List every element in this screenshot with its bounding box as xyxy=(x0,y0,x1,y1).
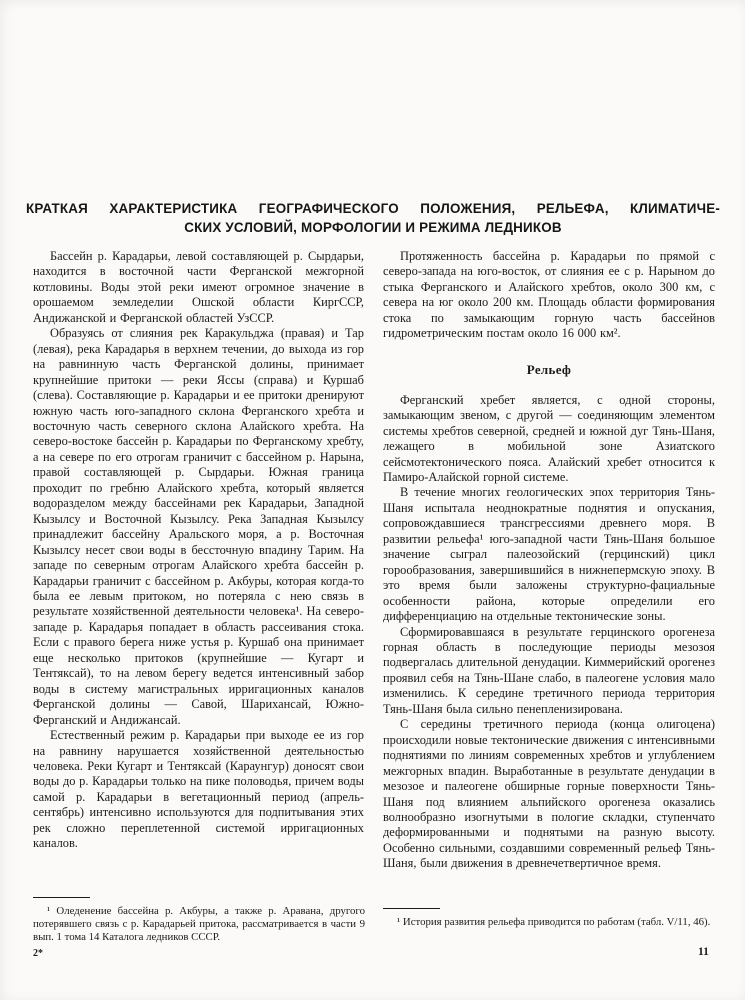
paragraph-natural-regime: Естественный режим р. Карадарьи при выходе ее из гор на равнину нарушается хозяйственной деятельностью человека. Реки Кугарт и Тентяксай (Караунгур) доносят свои воды до р. Карадарьи только на пике половодья, причем воды самой р. Карадарьи в вегетационный период (апрель-сентябрь) интенсивно используются для подпитывания этих рек сложно переплетенной системой ирригационных каналов. xyxy=(33,728,364,851)
footnote-right-text: ¹ История развития рельефа приводится по работам (табл. V/11, 46). xyxy=(397,916,711,928)
footnote-left-text: ¹ Оледенение бассейна р. Акбуры, а также р. Аравана, другого потерявшего связь с р. Карадарьей притока, рассматривается в части 9 вып. 1 тома 14 Каталога ледников СССР. xyxy=(33,905,365,944)
article-title-line-2: СКИХ УСЛОВИЙ, МОРФОЛОГИИ И РЕЖИМА ЛЕДНИКОВ xyxy=(184,220,562,235)
paragraph-tertiary-movements: С середины третичного периода (конца олигоцена) происходили новые тектонические движения с интенсивными поднятиями по линиям современных хребтов и углублением межгорных впадин. Выработанные в результате денудации в мезозое и палеогене обширные горные поверхности Тянь-Шаня под влиянием альпийского орогенеза оказались волнообразно изогнутыми в пологие складки, ступенчато деформированными и поднятыми на разную высоту. Особенно сильными, создавшими современный рельеф Тянь-Шаня, были движения в древнечетвертичное время. xyxy=(383,717,715,871)
right-column xyxy=(383,249,715,872)
paragraph-hercynian-orogeny: Сформировавшаяся в результате герцинского орогенеза горная область в последующие периоды мезозоя подвергалась длительной денудации. Киммерийский орогенез проявил себя на Тянь-Шане слабо, в палеогене условия мало изменились. К середине третичного периода территория Тянь-Шаня была сильно пенепленизирована. xyxy=(383,624,715,716)
paragraph-fergana-ridge: Ферганский хребет является, с одной стороны, замыкающим звеном, с другой — соединяющим элементом системы хребтов северной, средней и южной дуг Тянь-Шаня, лежащего в мобильной зоне Азиатского сейсмотектонического пояса. Алайский хребет относится к Памиро-Алайской горной системе. xyxy=(383,392,715,484)
section-heading-relief: Рельеф xyxy=(526,361,572,377)
paragraph-geological-epochs: В течение многих геологических эпох территория Тянь-Шаня испытала неоднократные поднятия и опускания, сопровождавшиеся трансгрессиями древнего моря. В развитии рельефа¹ юго-западной части Тянь-Шаня большое значение сыграл палеозойский (герцинский) цикл горообразования, завершившийся в нижнепермскую эпоху. В это время были заложены структурно-фациальные особенности района, которые определили его дифференциацию на отдельные тектонические зоны. xyxy=(383,485,715,624)
paragraph-river-formation: Образуясь от слияния рек Каракульджа (правая) и Тар (левая), река Карадарья в верхнем течении, до выхода из гор на равнинную часть Ферганской долины, принимает крупнейшие притоки — реки Яссы (справа) и Куршаб (слева). Составляющие р. Карадарьи и ее притоки дренируют южную часть юго-западного склона Ферганского хребта и восточную часть северного склона Алайского хребта. На северо-востоке бассейн р. Карадарьи по Ферганскому хребту, а на севере по его отрогам граничит с бассейном р. Нарына, правой составляющей р. Сырдарьи. Южная граница проходит по гребню Алайского хребта, который является водоразделом между бассейнами рек Карадарьи, Западной Кызылсу и Восточной Кызылсу. Река Западная Кызылсу принадлежит бассейну Аральского моря, а р. Восточная Кызылсу несет свои воды в бессточную впадину Тарим. На западе по северным отрогам Алайского хребта бассейн р. Карадарьи граничит с бассейном р. Акбуры, которая когда-то была ее левым притоком, но потеряла с нею связь в результате хозяйственной деятельности человека¹. На северо-западе р. Карадарья попадает в область рассеивания стока. Если с правого берега ниже устья р. Куршаб она принимает еще несколько притоков (крупнейшие — Кугарт и Тентяксай), то на левом берегу ведется интенсивный забор воды в систему магистральных ирригационных каналов Ферганской долины — Савой, Шарихансай, Южно-Ферганский и Андижансай. xyxy=(33,326,364,727)
paragraph-basin-intro: Бассейн р. Карадарьи, левой составляющей р. Сырдарьи, находится в восточной части Ферганской межгорной котловины. Воды этой реки имеют огромное значение в орошаемом земледелии Ошской области КиргССР, Андижанской и Ферганской областей УзССР. xyxy=(33,249,364,325)
signature-mark: 2* xyxy=(33,948,43,959)
paragraph-basin-extent: Протяженность бассейна р. Карадарьи по прямой с северо-запада на юго-восток, от слияния ее с р. Нарыном до стыка Ферганского и Алайского хребтов, около 300 км, с севера на юг около 200 км. Площадь области формирования стока по замыкающим горную часть бассейнов гидрометрическим постам около 16 000 км². xyxy=(383,249,715,341)
article-title-line-1: КРАТКАЯ ХАРАКТЕРИСТИКА ГЕОГРАФИЧЕСКОГО ПОЛОЖЕНИЯ, РЕЛЬЕФА, КЛИМАТИЧЕ- xyxy=(26,201,720,216)
page-number: 11 xyxy=(698,946,709,958)
left-column xyxy=(33,249,364,852)
footnote-left xyxy=(33,897,365,945)
footnote-right xyxy=(383,908,715,929)
article-title xyxy=(26,199,720,237)
footnote-divider xyxy=(383,908,440,909)
footnote-divider xyxy=(33,897,90,898)
